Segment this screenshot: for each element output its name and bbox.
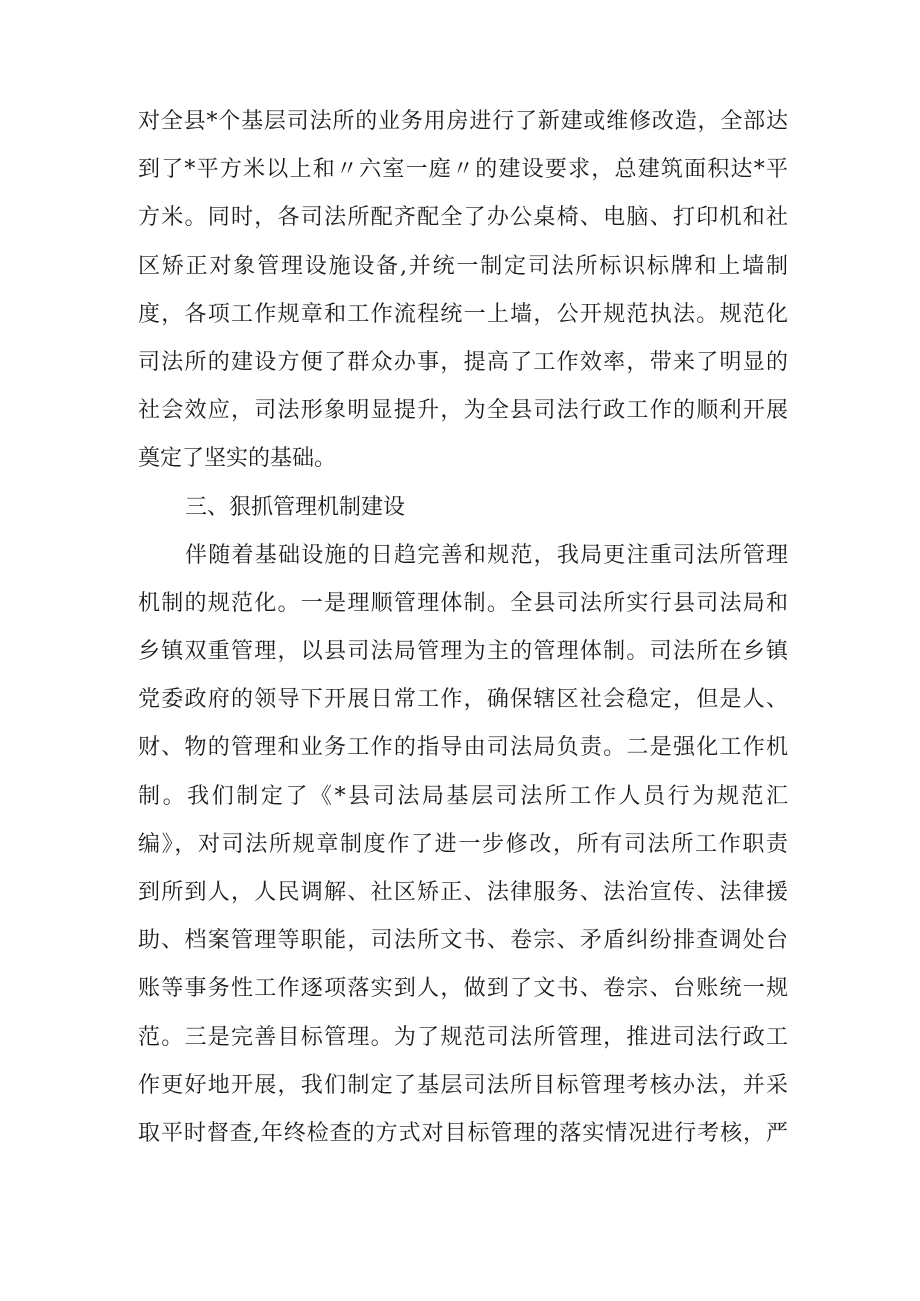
text-line: 作更好地开展，我们制定了基层司法所目标管理考核办法，并采 [138, 1072, 788, 1098]
text-line: 财、物的管理和业务工作的指导由司法局负责。二是强化工作机 [138, 735, 788, 761]
text-line: 区矫正对象管理设施设备,并统一制定司法所标识标牌和上墙制 [138, 253, 788, 279]
text-line: 制。我们制定了《*县司法局基层司法所工作人员行为规范汇 [138, 783, 788, 809]
text-line: 助、档案管理等职能，司法所文书、卷宗、矛盾纠纷排查调处台 [138, 928, 788, 954]
text-line: 范。三是完善目标管理。为了规范司法所管理，推进司法行政工 [138, 1024, 788, 1050]
text-line: 社会效应，司法形象明显提升，为全县司法行政工作的顺利开展 [138, 398, 788, 424]
text-line: 司法所的建设方便了群众办事，提高了工作效率，带来了明显的 [138, 349, 788, 375]
text-line: 到了*平方米以上和〃六室一庭〃的建设要求，总建筑面积达*平 [138, 157, 788, 183]
text-line: 编》，对司法所规章制度作了进一步修改，所有司法所工作职责 [138, 831, 788, 857]
text-line: 奠定了坚实的基础。 [138, 446, 337, 472]
text-line: 账等事务性工作逐项落实到人，做到了文书、卷宗、台账统一规 [138, 976, 788, 1002]
text-line: 伴随着基础设施的日趋完善和规范，我局更注重司法所管理 [185, 542, 788, 568]
document-body [138, 98, 788, 1158]
text-line: 乡镇双重管理，以县司法局管理为主的管理体制。司法所在乡镇 [138, 639, 788, 665]
text-line: 取平时督查,年终检查的方式对目标管理的落实情况进行考核，严 [138, 1120, 788, 1146]
text-line: 机制的规范化。一是理顺管理体制。全县司法所实行县司法局和 [138, 590, 788, 616]
text-line: 度，各项工作规章和工作流程统一上墙，公开规范执法。规范化 [138, 301, 788, 327]
text-line: 到所到人，人民调解、社区矫正、法律服务、法治宣传、法律援 [138, 880, 788, 905]
paragraph-1 [138, 98, 788, 484]
text-line: 党委政府的领导下开展日常工作，确保辖区社会稳定，但是人、 [138, 687, 788, 713]
paragraph-2 [138, 532, 788, 1158]
text-line: 对全县*个基层司法所的业务用房进行了新建或维修改造，全部达 [138, 109, 788, 134]
section-heading: 三、狠抓管理机制建设 [185, 494, 406, 520]
text-line: 方米。同时，各司法所配齐配全了办公桌椅、电脑、打印机和社 [138, 205, 788, 231]
